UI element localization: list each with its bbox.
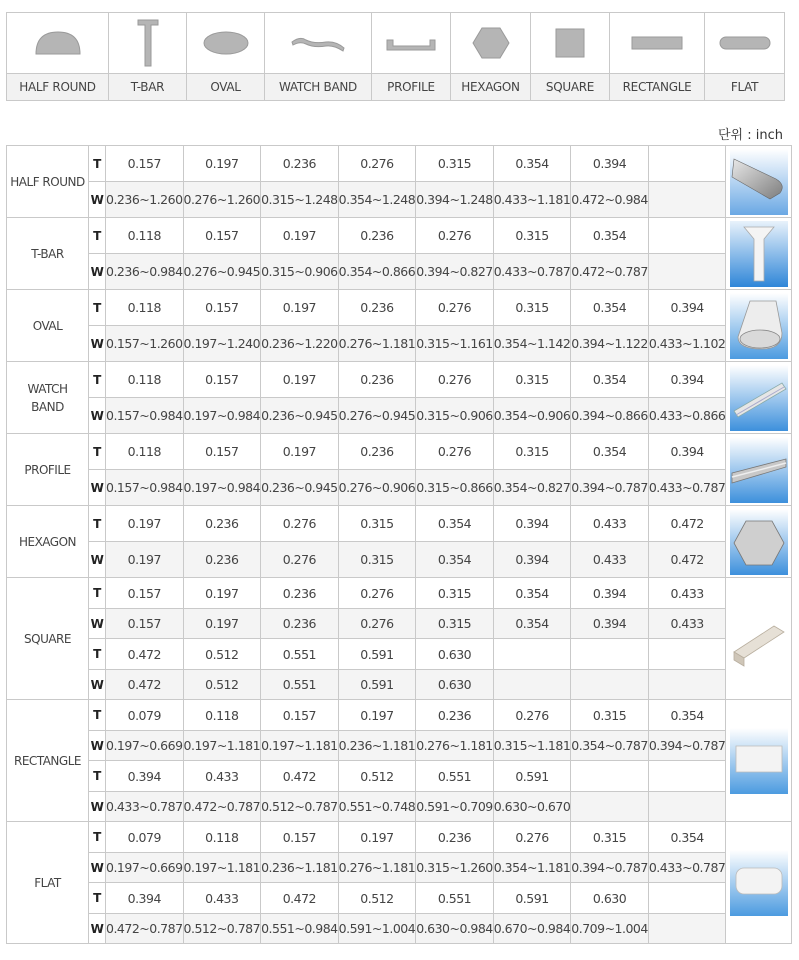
- shape-label: PROFILE: [7, 434, 89, 506]
- spec-value: 0.512~0.787: [183, 914, 261, 944]
- spec-value: [571, 761, 649, 792]
- spec-value: 0.276~1.260: [183, 182, 261, 218]
- spec-row: [7, 506, 792, 542]
- spec-value: 0.433: [648, 578, 726, 609]
- spec-row: [7, 218, 792, 254]
- spec-value: [493, 670, 571, 700]
- spec-value: 0.354: [416, 542, 494, 578]
- spec-value: 0.276: [338, 609, 416, 639]
- spec-value: 0.197~0.984: [183, 398, 261, 434]
- spec-value: 0.197~0.984: [183, 470, 261, 506]
- spec-value: 0.315: [493, 290, 571, 326]
- half-round-icon: [33, 28, 83, 58]
- spec-value: 0.591: [493, 883, 571, 914]
- spec-value: 0.394~0.866: [571, 398, 649, 434]
- thickness-key: T: [89, 146, 106, 182]
- spec-value: 0.354~0.866: [338, 254, 416, 290]
- shape-label-line: BAND: [31, 399, 64, 414]
- product-photo-cell: [726, 700, 792, 822]
- spec-value: 0.315: [416, 578, 494, 609]
- spec-value: 0.276: [338, 146, 416, 182]
- spec-value: 0.315: [416, 609, 494, 639]
- shape-name: PROFILE: [372, 74, 451, 101]
- thickness-key: T: [89, 362, 106, 398]
- watch-band-icon: [286, 28, 350, 58]
- spec-value: 0.630: [571, 883, 649, 914]
- spec-value: [571, 792, 649, 822]
- spec-value: 0.394: [106, 883, 184, 914]
- spec-value: 0.276: [261, 542, 339, 578]
- spec-value: 0.236~0.945: [261, 398, 339, 434]
- spec-value: 0.236~0.945: [261, 470, 339, 506]
- spec-value: 0.315: [416, 146, 494, 182]
- spec-value: 0.354~0.827: [493, 470, 571, 506]
- spec-value: 0.276~1.181: [416, 731, 494, 761]
- spec-value: 0.197: [106, 542, 184, 578]
- width-key: W: [89, 731, 106, 761]
- spec-value: 0.236: [183, 542, 261, 578]
- spec-value: 0.276: [338, 578, 416, 609]
- spec-value: 0.315~0.906: [416, 398, 494, 434]
- spec-value: 0.472: [261, 883, 339, 914]
- spec-value: 0.118: [183, 700, 261, 731]
- spec-value: 0.394: [571, 609, 649, 639]
- spec-value: 0.354: [493, 609, 571, 639]
- spec-value: 0.276: [416, 290, 494, 326]
- spec-value: 0.630~0.984: [416, 914, 494, 944]
- spec-value: 0.354: [571, 434, 649, 470]
- spec-value: 0.236: [416, 822, 494, 853]
- shape-label: HALF ROUND: [7, 146, 89, 218]
- thickness-key: T: [89, 578, 106, 609]
- shape-name: RECTANGLE: [610, 74, 705, 101]
- spec-value: 0.236~1.220: [261, 326, 339, 362]
- spec-value: 0.472~0.787: [571, 254, 649, 290]
- spec-value: 0.276~0.945: [338, 398, 416, 434]
- spec-value: 0.157: [106, 146, 184, 182]
- spec-value: 0.512: [183, 670, 261, 700]
- spec-row: [7, 398, 792, 434]
- spec-table: [6, 145, 792, 944]
- spec-value: 0.236: [183, 506, 261, 542]
- spec-value: 0.157: [261, 700, 339, 731]
- product-photo-cell: [726, 362, 792, 434]
- spec-value: 0.079: [106, 700, 184, 731]
- spec-value: 0.197~1.240: [183, 326, 261, 362]
- spec-value: 0.315: [338, 506, 416, 542]
- spec-row: [7, 822, 792, 853]
- thickness-key: T: [89, 883, 106, 914]
- spec-value: 0.197: [183, 146, 261, 182]
- rectangle-cell: [610, 13, 705, 74]
- spec-value: 0.551: [261, 639, 339, 670]
- shape-name: FLAT: [705, 74, 785, 101]
- spec-value: 0.472: [106, 670, 184, 700]
- spec-value: 0.394~1.122: [571, 326, 649, 362]
- rectangle-icon: [630, 33, 684, 53]
- spec-row: [7, 578, 792, 609]
- spec-value: 0.236: [416, 700, 494, 731]
- shape-name: SQUARE: [531, 74, 610, 101]
- spec-value: [648, 883, 726, 914]
- product-photo-cell: [726, 290, 792, 362]
- spec-value: 0.472: [261, 761, 339, 792]
- spec-value: [648, 639, 726, 670]
- spec-value: 0.394: [648, 434, 726, 470]
- spec-value: [571, 639, 649, 670]
- thickness-key: T: [89, 639, 106, 670]
- spec-value: 0.236: [338, 290, 416, 326]
- spec-value: 0.315~1.260: [416, 853, 494, 883]
- flat-icon: [718, 33, 772, 53]
- spec-row: [7, 670, 792, 700]
- shape-header-table: [6, 12, 785, 101]
- shape-name: T-BAR: [109, 74, 187, 101]
- spec-value: [648, 146, 726, 182]
- watch-band-photo: [730, 365, 788, 431]
- spec-row: [7, 146, 792, 182]
- watch-band-cell: [265, 13, 372, 74]
- spec-value: 0.276: [493, 700, 571, 731]
- thickness-key: T: [89, 700, 106, 731]
- spec-value: 0.394: [493, 542, 571, 578]
- spec-value: 0.315: [338, 542, 416, 578]
- spec-value: [648, 218, 726, 254]
- thickness-key: T: [89, 822, 106, 853]
- spec-value: 0.433~0.787: [493, 254, 571, 290]
- width-key: W: [89, 182, 106, 218]
- product-photo-cell: [726, 434, 792, 506]
- spec-value: 0.630~0.670: [493, 792, 571, 822]
- spec-value: 0.433: [571, 506, 649, 542]
- square-cell: [531, 13, 610, 74]
- spec-value: 0.394~0.787: [571, 470, 649, 506]
- spec-value: 0.551: [416, 761, 494, 792]
- spec-value: 0.236: [261, 578, 339, 609]
- width-key: W: [89, 542, 106, 578]
- spec-row: [7, 853, 792, 883]
- spec-value: 0.591: [338, 639, 416, 670]
- oval-icon: [201, 28, 251, 58]
- spec-value: 0.315~0.906: [261, 254, 339, 290]
- spec-value: 0.433~1.181: [493, 182, 571, 218]
- spec-value: 0.315: [493, 434, 571, 470]
- shape-label: FLAT: [7, 822, 89, 944]
- spec-value: 0.512: [338, 761, 416, 792]
- spec-row: [7, 470, 792, 506]
- thickness-key: T: [89, 761, 106, 792]
- spec-value: 0.354: [416, 506, 494, 542]
- half-round-photo: [730, 149, 788, 215]
- thickness-key: T: [89, 290, 106, 326]
- spec-value: [648, 761, 726, 792]
- spec-row: [7, 434, 792, 470]
- spec-value: 0.315~1.181: [493, 731, 571, 761]
- spec-value: 0.118: [106, 290, 184, 326]
- spec-row: [7, 731, 792, 761]
- spec-value: 0.433~1.102: [648, 326, 726, 362]
- spec-row: [7, 326, 792, 362]
- spec-value: 0.197~0.669: [106, 853, 184, 883]
- spec-value: 0.157: [183, 434, 261, 470]
- spec-value: 0.157~0.984: [106, 398, 184, 434]
- hexagon-cell: [451, 13, 531, 74]
- product-photo-cell: [726, 822, 792, 944]
- spec-value: 0.197: [183, 578, 261, 609]
- spec-value: 0.157: [183, 362, 261, 398]
- spec-value: 0.315: [571, 700, 649, 731]
- width-key: W: [89, 254, 106, 290]
- spec-value: 0.276~0.906: [338, 470, 416, 506]
- spec-value: 0.433: [183, 761, 261, 792]
- spec-value: 0.315: [571, 822, 649, 853]
- thickness-key: T: [89, 506, 106, 542]
- spec-value: 0.354: [571, 290, 649, 326]
- spec-value: 0.394~0.787: [571, 853, 649, 883]
- profile-photo: [730, 437, 788, 503]
- shape-label: HEXAGON: [7, 506, 89, 578]
- spec-value: 0.197: [261, 434, 339, 470]
- spec-row: [7, 700, 792, 731]
- spec-row: [7, 290, 792, 326]
- shape-label: SQUARE: [7, 578, 89, 700]
- t-bar-photo: [730, 221, 788, 287]
- spec-row: [7, 761, 792, 792]
- spec-row: [7, 182, 792, 218]
- spec-value: 0.354~0.787: [571, 731, 649, 761]
- spec-value: 0.236: [261, 146, 339, 182]
- spec-value: [648, 182, 726, 218]
- spec-value: 0.276~0.945: [183, 254, 261, 290]
- product-photo-cell: [726, 506, 792, 578]
- spec-value: 0.394: [648, 290, 726, 326]
- spec-value: 0.276: [416, 434, 494, 470]
- spec-value: 0.433~0.787: [648, 853, 726, 883]
- flat-cell: [705, 13, 785, 74]
- spec-value: 0.591: [338, 670, 416, 700]
- width-key: W: [89, 398, 106, 434]
- spec-value: 0.630: [416, 639, 494, 670]
- shape-name: HALF ROUND: [7, 74, 109, 101]
- spec-value: 0.670~0.984: [493, 914, 571, 944]
- width-key: W: [89, 914, 106, 944]
- spec-value: 0.394: [493, 506, 571, 542]
- spec-value: 0.197: [338, 822, 416, 853]
- spec-value: 0.354: [493, 578, 571, 609]
- spec-value: 0.236~1.260: [106, 182, 184, 218]
- shape-name: OVAL: [187, 74, 265, 101]
- spec-value: 0.551: [261, 670, 339, 700]
- spec-value: 0.079: [106, 822, 184, 853]
- width-key: W: [89, 326, 106, 362]
- spec-value: 0.354~1.181: [493, 853, 571, 883]
- spec-value: 0.236~1.181: [261, 853, 339, 883]
- spec-value: 0.394: [648, 362, 726, 398]
- shape-name: HEXAGON: [451, 74, 531, 101]
- width-key: W: [89, 792, 106, 822]
- spec-value: 0.236~0.984: [106, 254, 184, 290]
- spec-value: 0.433: [571, 542, 649, 578]
- spec-value: 0.197: [338, 700, 416, 731]
- spec-value: 0.630: [416, 670, 494, 700]
- oval-cell: [187, 13, 265, 74]
- spec-value: 0.512: [183, 639, 261, 670]
- spec-value: 0.157: [261, 822, 339, 853]
- spec-value: 0.315~0.866: [416, 470, 494, 506]
- spec-value: 0.315: [493, 362, 571, 398]
- product-photo-cell: [726, 218, 792, 290]
- spec-value: 0.157~1.260: [106, 326, 184, 362]
- profile-icon: [383, 28, 439, 58]
- spec-value: 0.394: [571, 578, 649, 609]
- spec-value: 0.394: [106, 761, 184, 792]
- spec-value: 0.197~1.181: [183, 853, 261, 883]
- spec-value: 0.551~0.748: [338, 792, 416, 822]
- spec-value: 0.394~0.787: [648, 731, 726, 761]
- spec-value: 0.276: [416, 218, 494, 254]
- spec-value: 0.433: [648, 609, 726, 639]
- spec-row: [7, 883, 792, 914]
- spec-value: 0.118: [183, 822, 261, 853]
- spec-value: 0.354~0.906: [493, 398, 571, 434]
- spec-value: 0.433~0.787: [648, 470, 726, 506]
- square-icon: [553, 26, 587, 60]
- square-photo: [730, 606, 788, 672]
- width-key: W: [89, 609, 106, 639]
- spec-value: 0.512: [338, 883, 416, 914]
- shape-label: RECTANGLE: [7, 700, 89, 822]
- spec-value: 0.315~1.161: [416, 326, 494, 362]
- spec-value: 0.315: [493, 218, 571, 254]
- spec-value: 0.472: [648, 506, 726, 542]
- spec-value: 0.433: [183, 883, 261, 914]
- spec-row: [7, 914, 792, 944]
- spec-row: [7, 362, 792, 398]
- oval-photo: [730, 293, 788, 359]
- spec-value: 0.118: [106, 362, 184, 398]
- spec-value: 0.118: [106, 434, 184, 470]
- spec-value: 0.551: [416, 883, 494, 914]
- spec-value: 0.472~0.984: [571, 182, 649, 218]
- spec-value: 0.354: [493, 146, 571, 182]
- spec-value: 0.157: [183, 218, 261, 254]
- spec-value: 0.157~0.984: [106, 470, 184, 506]
- t-bar-cell: [109, 13, 187, 74]
- spec-row: [7, 639, 792, 670]
- half-round-cell: [7, 13, 109, 74]
- spec-value: 0.591~1.004: [338, 914, 416, 944]
- spec-value: 0.394: [571, 146, 649, 182]
- spec-value: 0.197~1.181: [183, 731, 261, 761]
- spec-value: 0.394~1.248: [416, 182, 494, 218]
- t-bar-icon: [133, 17, 163, 69]
- width-key: W: [89, 470, 106, 506]
- spec-value: 0.236: [338, 434, 416, 470]
- spec-value: 0.709~1.004: [571, 914, 649, 944]
- product-photo-cell: [726, 578, 792, 700]
- spec-value: 0.197: [261, 362, 339, 398]
- spec-value: 0.354: [648, 700, 726, 731]
- width-key: W: [89, 853, 106, 883]
- spec-value: 0.394~0.827: [416, 254, 494, 290]
- spec-value: [648, 914, 726, 944]
- shape-label: T-BAR: [7, 218, 89, 290]
- flat-photo: [730, 850, 788, 916]
- shape-label: [7, 362, 89, 434]
- spec-value: 0.354~1.248: [338, 182, 416, 218]
- spec-value: 0.354: [648, 822, 726, 853]
- spec-value: 0.551~0.984: [261, 914, 339, 944]
- profile-cell: [372, 13, 451, 74]
- spec-value: 0.472: [106, 639, 184, 670]
- spec-value: 0.197~0.669: [106, 731, 184, 761]
- spec-value: 0.512~0.787: [261, 792, 339, 822]
- spec-value: 0.433~0.787: [106, 792, 184, 822]
- spec-value: 0.118: [106, 218, 184, 254]
- width-key: W: [89, 670, 106, 700]
- spec-row: [7, 254, 792, 290]
- spec-value: 0.315~1.248: [261, 182, 339, 218]
- spec-row: [7, 792, 792, 822]
- spec-value: [493, 639, 571, 670]
- spec-value: 0.354~1.142: [493, 326, 571, 362]
- shape-label: OVAL: [7, 290, 89, 362]
- spec-value: 0.354: [571, 362, 649, 398]
- spec-value: 0.197: [183, 609, 261, 639]
- thickness-key: T: [89, 218, 106, 254]
- spec-value: 0.276: [493, 822, 571, 853]
- spec-value: 0.276: [416, 362, 494, 398]
- spec-value: 0.197~1.181: [261, 731, 339, 761]
- spec-value: 0.236: [261, 609, 339, 639]
- spec-value: 0.197: [261, 218, 339, 254]
- spec-value: [571, 670, 649, 700]
- shape-name: WATCH BAND: [265, 74, 372, 101]
- spec-value: [648, 670, 726, 700]
- spec-value: 0.197: [106, 506, 184, 542]
- spec-value: 0.276: [261, 506, 339, 542]
- unit-label: 단위 : inch: [718, 128, 783, 143]
- shape-label-line: WATCH: [27, 381, 68, 396]
- spec-value: 0.276~1.181: [338, 326, 416, 362]
- rectangle-photo: [730, 728, 788, 794]
- hexagon-photo: [730, 509, 788, 575]
- spec-value: 0.472~0.787: [106, 914, 184, 944]
- product-photo-cell: [726, 146, 792, 218]
- spec-value: 0.591: [493, 761, 571, 792]
- spec-value: 0.236: [338, 218, 416, 254]
- spec-value: 0.472~0.787: [183, 792, 261, 822]
- hexagon-icon: [471, 26, 511, 60]
- spec-row: [7, 542, 792, 578]
- spec-value: 0.433~0.866: [648, 398, 726, 434]
- spec-value: 0.157: [106, 578, 184, 609]
- spec-value: 0.157: [183, 290, 261, 326]
- spec-value: 0.276~1.181: [338, 853, 416, 883]
- spec-value: 0.157: [106, 609, 184, 639]
- spec-value: 0.236~1.181: [338, 731, 416, 761]
- spec-value: 0.197: [261, 290, 339, 326]
- spec-row: [7, 609, 792, 639]
- spec-value: 0.591~0.709: [416, 792, 494, 822]
- thickness-key: T: [89, 434, 106, 470]
- spec-value: [648, 792, 726, 822]
- spec-value: 0.472: [648, 542, 726, 578]
- spec-value: [648, 254, 726, 290]
- spec-value: 0.236: [338, 362, 416, 398]
- spec-value: 0.354: [571, 218, 649, 254]
